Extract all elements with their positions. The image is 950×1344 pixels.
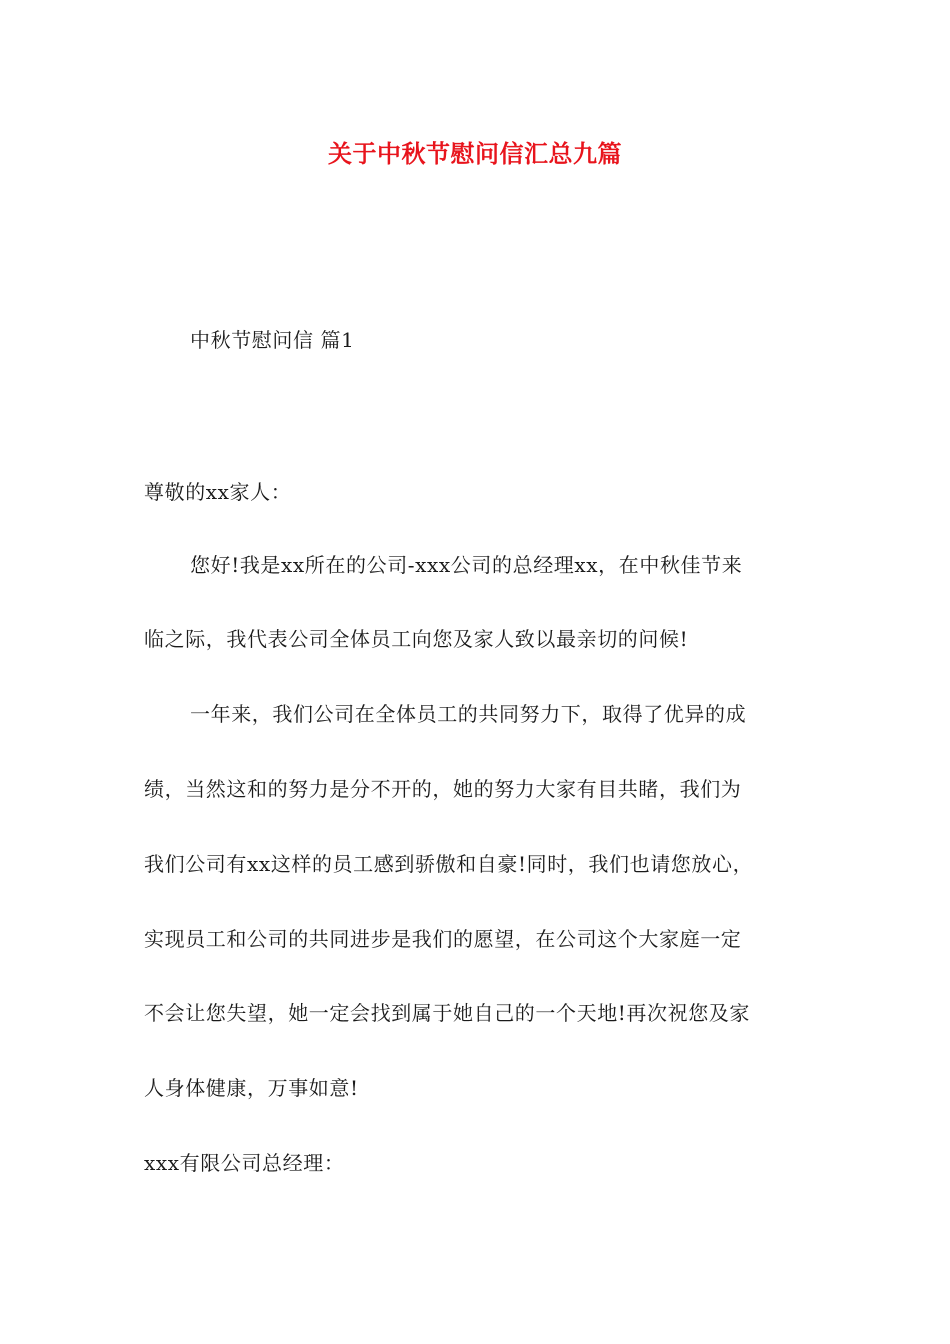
body-line-7: 不会让您失望，她一定会找到属于她自己的一个天地!再次祝您及家 <box>144 1001 751 1025</box>
body-line-8: 人身体健康，万事如意! <box>144 1076 359 1100</box>
body-line-4: 绩，当然这和的努力是分不开的，她的努力大家有目共睹，我们为 <box>144 777 742 801</box>
section-heading: 中秋节慰问信 篇1 <box>190 328 355 352</box>
body-line-6: 实现员工和公司的共同进步是我们的愿望，在公司这个大家庭一定 <box>144 927 742 951</box>
letter-greeting: 尊敬的xx家人： <box>144 480 292 504</box>
document-title: 关于中秋节慰问信汇总九篇 <box>328 139 622 168</box>
body-line-2: 临之际，我代表公司全体员工向您及家人致以最亲切的问候! <box>144 627 689 651</box>
letter-signature: xxx有限公司总经理： <box>144 1151 345 1175</box>
body-line-5: 我们公司有xx这样的员工感到骄傲和自豪!同时，我们也请您放心， <box>144 852 754 876</box>
body-line-1: 您好!我是xx所在的公司-xxx公司的总经理xx，在中秋佳节来 <box>190 553 743 577</box>
body-line-3: 一年来，我们公司在全体员工的共同努力下，取得了优异的成 <box>190 702 747 726</box>
